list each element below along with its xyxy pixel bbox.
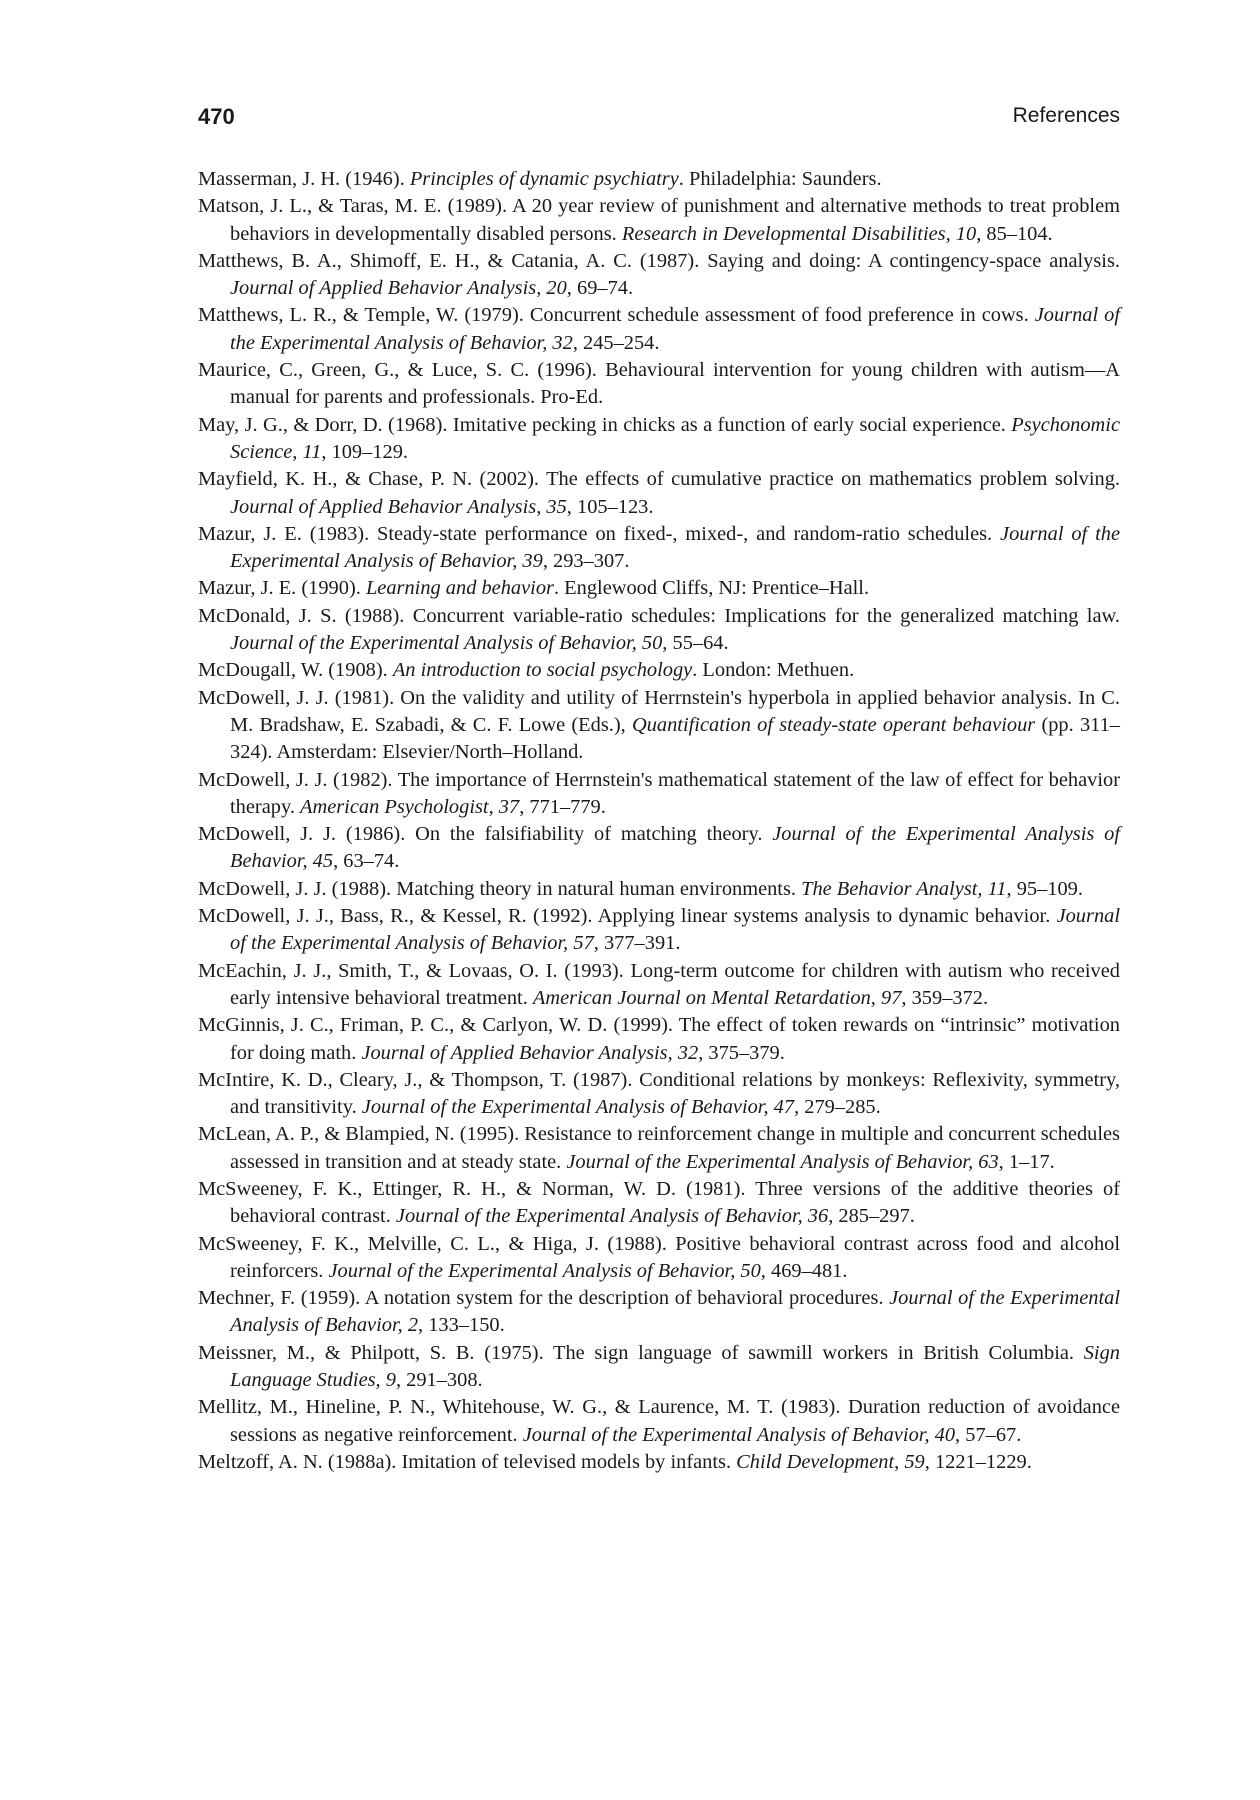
reference-pages: , 1–17. [998, 1150, 1055, 1173]
reference-entry [198, 193, 1120, 248]
reference-pages: . London: Methuen. [692, 659, 855, 682]
page-number: 470 [198, 104, 235, 129]
reference-pages: , 285–297. [828, 1205, 915, 1228]
reference-text: McDowell, J. J., Bass, R., & Kessel, R. (1992). Applying linear systems analysis to dynamic behavior. [198, 905, 1057, 928]
reference-list [198, 166, 1120, 1476]
reference-pages: , 469–481. [760, 1259, 848, 1282]
reference-text: McSweeney, F. K., Ettinger, R. H., & Norman, W. D. (1981). Three versions of the additive theories of behavioral contrast. [198, 1177, 1120, 1228]
reference-source-title: Journal of Applied Behavior Analysis, 35 [230, 495, 567, 518]
reference-entry [198, 1285, 1120, 1340]
reference-entry [198, 1231, 1120, 1286]
reference-pages: , 105–123. [566, 495, 654, 518]
reference-pages: , 293–307. [542, 550, 630, 573]
reference-text: Maurice, C., Green, G., & Luce, S. C. (1996). Behavioural intervention for young children with autism—A manual for parents and professionals. Pro-Ed. [198, 359, 1120, 409]
reference-text: Mazur, J. E. (1990). [198, 577, 366, 600]
reference-source-title: Journal of the Experimental Analysis of Behavior, 40 [522, 1423, 956, 1446]
reference-text: Masserman, J. H. (1946). [198, 168, 410, 190]
reference-source-title: Sign Language Studies, 9 [230, 1341, 1120, 1392]
reference-entry [198, 302, 1120, 357]
reference-entry [198, 466, 1120, 521]
page-header [198, 104, 1120, 138]
reference-text: McDonald, J. S. (1988). Concurrent variable-ratio schedules: Implications for the generalized matching law. [198, 604, 1120, 627]
reference-entry [198, 412, 1120, 467]
reference-entry [198, 821, 1120, 876]
reference-text: Matson, J. L., & Taras, M. E. (1989). A 20 year review of punishment and alternative methods to treat problem behaviors in developmentally disabled persons. [198, 195, 1120, 245]
reference-text: McDougall, W. (1908). [198, 659, 393, 682]
reference-entry [198, 357, 1120, 412]
reference-source-title: The Behavior Analyst, 11 [801, 877, 1007, 900]
reference-pages: , 69–74. [566, 277, 634, 300]
reference-entry [198, 166, 1120, 193]
reference-entry [198, 767, 1120, 822]
reference-pages: , 85–104. [976, 222, 1053, 245]
reference-source-title: Journal of Applied Behavior Analysis, 20 [230, 277, 567, 300]
reference-text: McIntire, K. D., Cleary, J., & Thompson, T. (1987). Conditional relations by monkeys: Reflexivity, symmetry, and transitivity. [198, 1068, 1120, 1119]
reference-entry [198, 521, 1120, 576]
reference-source-title: An introduction to social psychology [392, 659, 693, 682]
reference-source-title: Journal of the Experimental Analysis of Behavior, 32 [230, 304, 1121, 354]
reference-pages: , 279–285. [794, 1096, 881, 1119]
reference-entry [198, 1121, 1120, 1176]
reference-source-title: Learning and behavior [365, 577, 554, 600]
reference-source-title: Journal of the Experimental Analysis of Behavior, 39 [230, 522, 1121, 573]
reference-pages: , 771–779. [519, 795, 606, 818]
reference-source-title: Journal of the Experimental Analysis of Behavior, 50 [328, 1259, 761, 1282]
reference-text: McDowell, J. J. (1981). On the validity and utility of Herrnstein's hyperbola in applied behavior analysis. In C. M. Bradshaw, E. Szabadi, & C. F. Lowe (Eds.), [198, 686, 1120, 736]
reference-entry [198, 685, 1120, 767]
reference-source-title: Journal of Applied Behavior Analysis, 32 [361, 1041, 699, 1064]
reference-source-title: Journal of the Experimental Analysis of Behavior, 50 [230, 632, 663, 655]
reference-entry [198, 958, 1120, 1013]
reference-entry [198, 876, 1120, 903]
reference-pages: , 291–308. [395, 1369, 483, 1392]
reference-text: Mayfield, K. H., & Chase, P. N. (2002). The effects of cumulative practice on mathematics problem solving. [198, 468, 1120, 491]
reference-source-title: Journal of the Experimental Analysis of Behavior, 2 [230, 1287, 1120, 1337]
reference-entry [198, 1067, 1120, 1122]
reference-text: McDowell, J. J. (1988). Matching theory in natural human environments. [198, 877, 802, 900]
reference-text: McGinnis, J. C., Friman, P. C., & Carlyon, W. D. (1999). The effect of token rewards on “intrinsic” motivation for doing math. [198, 1014, 1120, 1064]
reference-text: McLean, A. P., & Blampied, N. (1995). Resistance to reinforcement change in multiple and concurrent schedules assessed in transition and at steady state. [198, 1123, 1120, 1173]
reference-pages: (pp. 311–324). Amsterdam: Elsevier/North–Holland. [230, 713, 1120, 764]
reference-text: Mellitz, M., Hineline, P. N., Whitehouse, W. G., & Laurence, M. T. (1983). Duration reduction of avoidance sessions as negative reinforcement. [198, 1396, 1120, 1446]
reference-text: Matthews, L. R., & Temple, W. (1979). Concurrent schedule assessment of food preference in cows. [198, 304, 1035, 327]
reference-source-title: Research in Developmental Disabilities, 10 [621, 222, 977, 245]
reference-source-title: Journal of the Experimental Analysis of Behavior, 47 [361, 1096, 795, 1119]
reference-source-title: Psychonomic Science, 11 [230, 413, 1120, 463]
reference-source-title: Journal of the Experimental Analysis of Behavior, 57 [230, 905, 1120, 955]
reference-source-title: Child Development, 59 [736, 1450, 925, 1473]
reference-source-title: American Journal on Mental Retardation, 97 [532, 986, 902, 1009]
reference-entry [198, 657, 1120, 684]
reference-pages: , 377–391. [593, 932, 681, 955]
reference-entry [198, 1340, 1120, 1395]
running-head: References [1012, 104, 1120, 127]
reference-entry [198, 1176, 1120, 1231]
reference-source-title: Journal of the Experimental Analysis of Behavior, 45 [230, 823, 1120, 873]
reference-text: Mechner, F. (1959). A notation system for the description of behavioral procedures. [198, 1287, 890, 1310]
reference-entry [198, 575, 1120, 602]
reference-pages: , 1221–1229. [924, 1450, 1032, 1473]
reference-pages: , 133–150. [418, 1314, 505, 1337]
reference-pages: . Philadelphia: Saunders. [678, 168, 882, 190]
reference-text: Meissner, M., & Philpott, S. B. (1975). The sign language of sawmill workers in British Columbia. [198, 1341, 1084, 1364]
reference-pages: . Englewood Cliffs, NJ: Prentice–Hall. [553, 577, 870, 600]
reference-entry [198, 1394, 1120, 1449]
reference-pages: , 57–67. [955, 1423, 1022, 1446]
reference-entry [198, 1449, 1120, 1476]
reference-source-title: Quantification of steady-state operant behaviour [631, 713, 1036, 736]
reference-text: May, J. G., & Dorr, D. (1968). Imitative pecking in chicks as a function of early social experience. [198, 413, 1012, 436]
reference-entry [198, 903, 1120, 958]
reference-pages: , 55–64. [662, 632, 729, 655]
reference-source-title: American Psychologist, 37 [300, 795, 520, 818]
reference-pages: , 375–379. [698, 1041, 785, 1064]
reference-entry [198, 248, 1120, 303]
reference-text: McSweeney, F. K., Melville, C. L., & Higa, J. (1988). Positive behavioral contrast across food and alcohol reinforcers. [198, 1232, 1120, 1282]
reference-pages: , 245–254. [572, 331, 660, 354]
reference-pages: , 359–372. [901, 986, 989, 1009]
reference-source-title: Principles of dynamic psychiatry [409, 168, 679, 190]
reference-text: McDowell, J. J. (1986). On the falsifiability of matching theory. [198, 823, 773, 846]
reference-text: Matthews, B. A., Shimoff, E. H., & Catania, A. C. (1987). Saying and doing: A contingency-space analysis. [198, 249, 1120, 272]
reference-text: Mazur, J. E. (1983). Steady-state performance on fixed-, mixed-, and random-ratio schedules. [198, 522, 1001, 545]
reference-text: McDowell, J. J. (1982). The importance of Herrnstein's mathematical statement of the law of effect for behavior therapy. [198, 768, 1120, 818]
reference-pages: , 63–74. [333, 850, 400, 873]
reference-text: Meltzoff, A. N. (1988a). Imitation of televised models by infants. [198, 1450, 737, 1473]
reference-pages: , 109–129. [321, 440, 409, 463]
reference-entry [198, 1012, 1120, 1067]
reference-pages: , 95–109. [1006, 877, 1083, 900]
reference-text: McEachin, J. J., Smith, T., & Lovaas, O. I. (1993). Long-term outcome for children with autism who received early intensive behavioral treatment. [198, 959, 1120, 1009]
reference-source-title: Journal of the Experimental Analysis of Behavior, 36 [395, 1205, 829, 1228]
reference-entry [198, 603, 1120, 658]
reference-source-title: Journal of the Experimental Analysis of Behavior, 63 [566, 1150, 999, 1173]
